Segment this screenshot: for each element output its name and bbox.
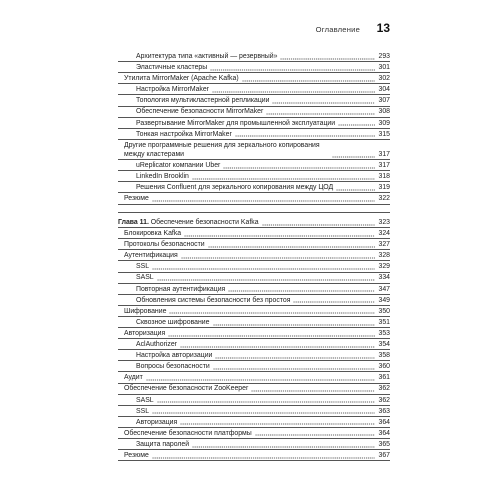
chapter-label: Глава 11. xyxy=(118,219,149,226)
toc-entry-title: Архитектура типа «активный — резервный» xyxy=(136,53,278,60)
toc-page-number: 301 xyxy=(378,64,390,72)
dot-leader xyxy=(235,132,375,137)
dot-leader xyxy=(152,265,375,270)
toc-entry-title: Обеспечение безопасности платформы xyxy=(124,429,252,437)
toc-entry[interactable] xyxy=(118,251,390,261)
toc-entry-title: Тонкая настройка MirrorMaker xyxy=(136,130,232,138)
dot-leader xyxy=(338,121,375,126)
dot-leader xyxy=(213,321,376,326)
toc-page-number: 360 xyxy=(378,363,390,371)
toc-page-number: 349 xyxy=(378,296,390,304)
dot-leader xyxy=(169,309,375,314)
toc-page-number: 322 xyxy=(378,195,390,203)
dot-leader xyxy=(336,186,375,191)
toc-entry-title: Обеспечение безопасности ZooKeeper xyxy=(124,385,249,393)
toc-entry[interactable] xyxy=(118,194,390,204)
toc-entry-title: Настройка MirrorMaker xyxy=(136,86,209,94)
dot-leader xyxy=(280,55,375,60)
toc-page-number: 319 xyxy=(378,184,390,192)
toc-entry-title: Аутентификация xyxy=(124,252,178,260)
dot-leader xyxy=(152,454,375,459)
dot-leader xyxy=(192,443,375,448)
toc-page-number: 362 xyxy=(378,396,390,404)
toc-page-number: 323 xyxy=(378,219,390,226)
toc-entry-title: Сквозное шифрование xyxy=(136,318,210,326)
toc-page-number: 328 xyxy=(378,252,390,260)
toc-entry[interactable] xyxy=(118,318,390,328)
toc-page-number: 329 xyxy=(378,263,390,271)
dot-leader xyxy=(223,164,375,169)
toc-page-number: 293 xyxy=(378,53,390,60)
toc-entry[interactable] xyxy=(118,130,390,140)
toc-bottom-entries xyxy=(118,229,390,461)
toc-entry[interactable] xyxy=(118,429,390,439)
dot-leader xyxy=(212,88,375,93)
toc-entry-title: Эластичные кластеры xyxy=(136,64,208,72)
dot-leader xyxy=(213,365,375,370)
toc-entry[interactable] xyxy=(118,161,390,171)
toc-entry-title: uReplicator компании Uber xyxy=(136,162,221,170)
toc-entry[interactable] xyxy=(118,183,390,193)
toc-entry[interactable] xyxy=(118,172,390,182)
toc-entry[interactable] xyxy=(118,307,390,317)
dot-leader xyxy=(184,232,375,237)
toc-entry-title: Обновления системы безопасности без простоя xyxy=(136,296,291,304)
dot-leader xyxy=(272,99,375,104)
toc-page-number: 364 xyxy=(378,418,390,426)
dot-leader xyxy=(242,77,375,82)
toc-page-number: 309 xyxy=(378,119,390,127)
toc-entry[interactable] xyxy=(118,74,390,84)
toc-entry[interactable] xyxy=(118,296,390,306)
toc-page-number: 304 xyxy=(378,86,390,94)
toc-entry-title: Резюме xyxy=(124,195,149,203)
toc-page-number: 358 xyxy=(378,352,390,360)
toc-entry-title: Повторная аутентификация xyxy=(136,285,226,293)
toc-page-number: 347 xyxy=(378,285,390,293)
toc-entry[interactable] xyxy=(118,329,390,339)
toc-page-number: 351 xyxy=(378,318,390,326)
toc-entry-title: SSL xyxy=(136,407,150,415)
toc-entry-title: Аудит xyxy=(124,374,143,382)
toc-entry-title: SASL xyxy=(136,396,154,404)
dot-leader xyxy=(266,110,375,115)
toc-page-number: 307 xyxy=(378,97,390,105)
running-header-title: Оглавление xyxy=(315,25,360,34)
toc-chapter-entry[interactable] xyxy=(118,218,390,228)
toc-entry-title: Авторизация xyxy=(124,329,166,337)
toc-entry[interactable] xyxy=(118,107,390,117)
toc-entry[interactable] xyxy=(118,229,390,239)
toc-entry[interactable] xyxy=(118,440,390,450)
toc-page-number: 361 xyxy=(378,374,390,382)
toc-entry-title: Резюме xyxy=(124,451,149,459)
toc-entry[interactable] xyxy=(118,141,390,160)
dot-leader xyxy=(208,243,375,248)
toc-entry-title: Обеспечение безопасности MirrorMaker xyxy=(136,108,264,116)
dot-leader xyxy=(228,287,375,292)
toc-entry[interactable] xyxy=(118,384,390,394)
toc-entry-title: AclAuthorizer xyxy=(136,341,177,349)
dot-leader xyxy=(210,66,375,71)
toc-entry-title: Настройка авторизации xyxy=(136,352,213,360)
toc-entry[interactable] xyxy=(118,262,390,272)
toc-entry[interactable] xyxy=(118,85,390,95)
toc-page-number: 350 xyxy=(378,307,390,315)
toc-entry[interactable] xyxy=(118,52,390,62)
toc-entry-title: SSL xyxy=(136,263,150,271)
toc-page-number: 315 xyxy=(378,130,390,138)
dot-leader xyxy=(255,431,375,436)
toc-entry-title: Решения Confluent для зеркального копирования между ЦОД xyxy=(136,184,334,192)
chapter-divider xyxy=(118,212,390,213)
toc-section-bottom xyxy=(118,218,390,462)
toc-entry[interactable] xyxy=(118,240,390,250)
toc-page-number: 317 xyxy=(378,150,390,158)
toc-entry-title: Утилита MirrorMaker (Apache Kafka) xyxy=(124,75,239,83)
toc-entry-title: Шифрование xyxy=(124,307,167,315)
dot-leader xyxy=(215,354,375,359)
toc-page-number: 324 xyxy=(378,230,390,238)
toc-entry[interactable] xyxy=(118,373,390,383)
toc-page-number: 353 xyxy=(378,329,390,337)
toc-entry[interactable] xyxy=(118,407,390,417)
toc-entry-title: SASL xyxy=(136,274,154,282)
toc-page-number: 354 xyxy=(378,341,390,349)
page-header xyxy=(118,22,390,38)
toc-entry[interactable] xyxy=(118,273,390,283)
toc-entry[interactable] xyxy=(118,451,390,461)
toc-page-number: 364 xyxy=(378,429,390,437)
toc-page-number: 365 xyxy=(378,440,390,448)
dot-leader xyxy=(192,175,375,180)
dot-leader xyxy=(251,387,375,392)
dot-leader xyxy=(262,221,375,226)
dot-leader xyxy=(152,197,375,202)
toc-chapter-title xyxy=(118,218,261,227)
toc-entry[interactable] xyxy=(118,396,390,406)
toc-section-top xyxy=(118,52,390,205)
dot-leader xyxy=(332,153,375,158)
dot-leader xyxy=(181,254,375,259)
toc-entry-title: LinkedIn Brooklin xyxy=(136,173,189,181)
toc-entry-title: Протоколы безопасности xyxy=(124,241,205,249)
toc-page-number: 367 xyxy=(378,451,390,459)
dot-leader xyxy=(157,276,375,281)
toc-entry-title: Другие программные решения для зеркального копирования между кластерами xyxy=(124,141,320,158)
toc-page-number: 362 xyxy=(378,385,390,393)
toc-entry[interactable] xyxy=(118,96,390,106)
toc-page-number: 302 xyxy=(378,75,390,83)
toc-page-number: 327 xyxy=(378,241,390,249)
toc-entry-title: Защита паролей xyxy=(136,440,190,448)
toc-entry[interactable] xyxy=(118,340,390,350)
toc-entry-title: Авторизация xyxy=(136,418,178,426)
toc-entry[interactable] xyxy=(118,362,390,372)
dot-leader xyxy=(168,332,375,337)
toc-entry-title: Топология мультикластерной репликации xyxy=(136,97,270,105)
page-number: 13 xyxy=(376,21,390,35)
toc-page-number: 318 xyxy=(378,173,390,181)
toc-entry[interactable] xyxy=(118,119,390,129)
toc-page-number: 308 xyxy=(378,108,390,116)
chapter-title: Обеспечение безопасности Kafka xyxy=(150,219,259,226)
toc-page-number: 317 xyxy=(378,162,390,170)
toc-page-number: 363 xyxy=(378,407,390,415)
toc-entry-title: Блокировка Kafka xyxy=(124,230,182,238)
toc-entry-title: Развертывание MirrorMaker для промышленной эксплуатации xyxy=(136,119,336,127)
dot-leader xyxy=(146,376,375,381)
toc-entry-title: Вопросы безопасности xyxy=(136,363,210,371)
dot-leader xyxy=(157,398,375,403)
toc-entry[interactable] xyxy=(118,351,390,361)
toc-entry[interactable] xyxy=(118,63,390,73)
dot-leader xyxy=(152,409,375,414)
toc-page-number: 334 xyxy=(378,274,390,282)
dot-leader xyxy=(293,298,375,303)
dot-leader xyxy=(180,343,375,348)
dot-leader xyxy=(180,420,375,425)
toc-entry[interactable] xyxy=(118,285,390,295)
toc-entry[interactable] xyxy=(118,418,390,428)
